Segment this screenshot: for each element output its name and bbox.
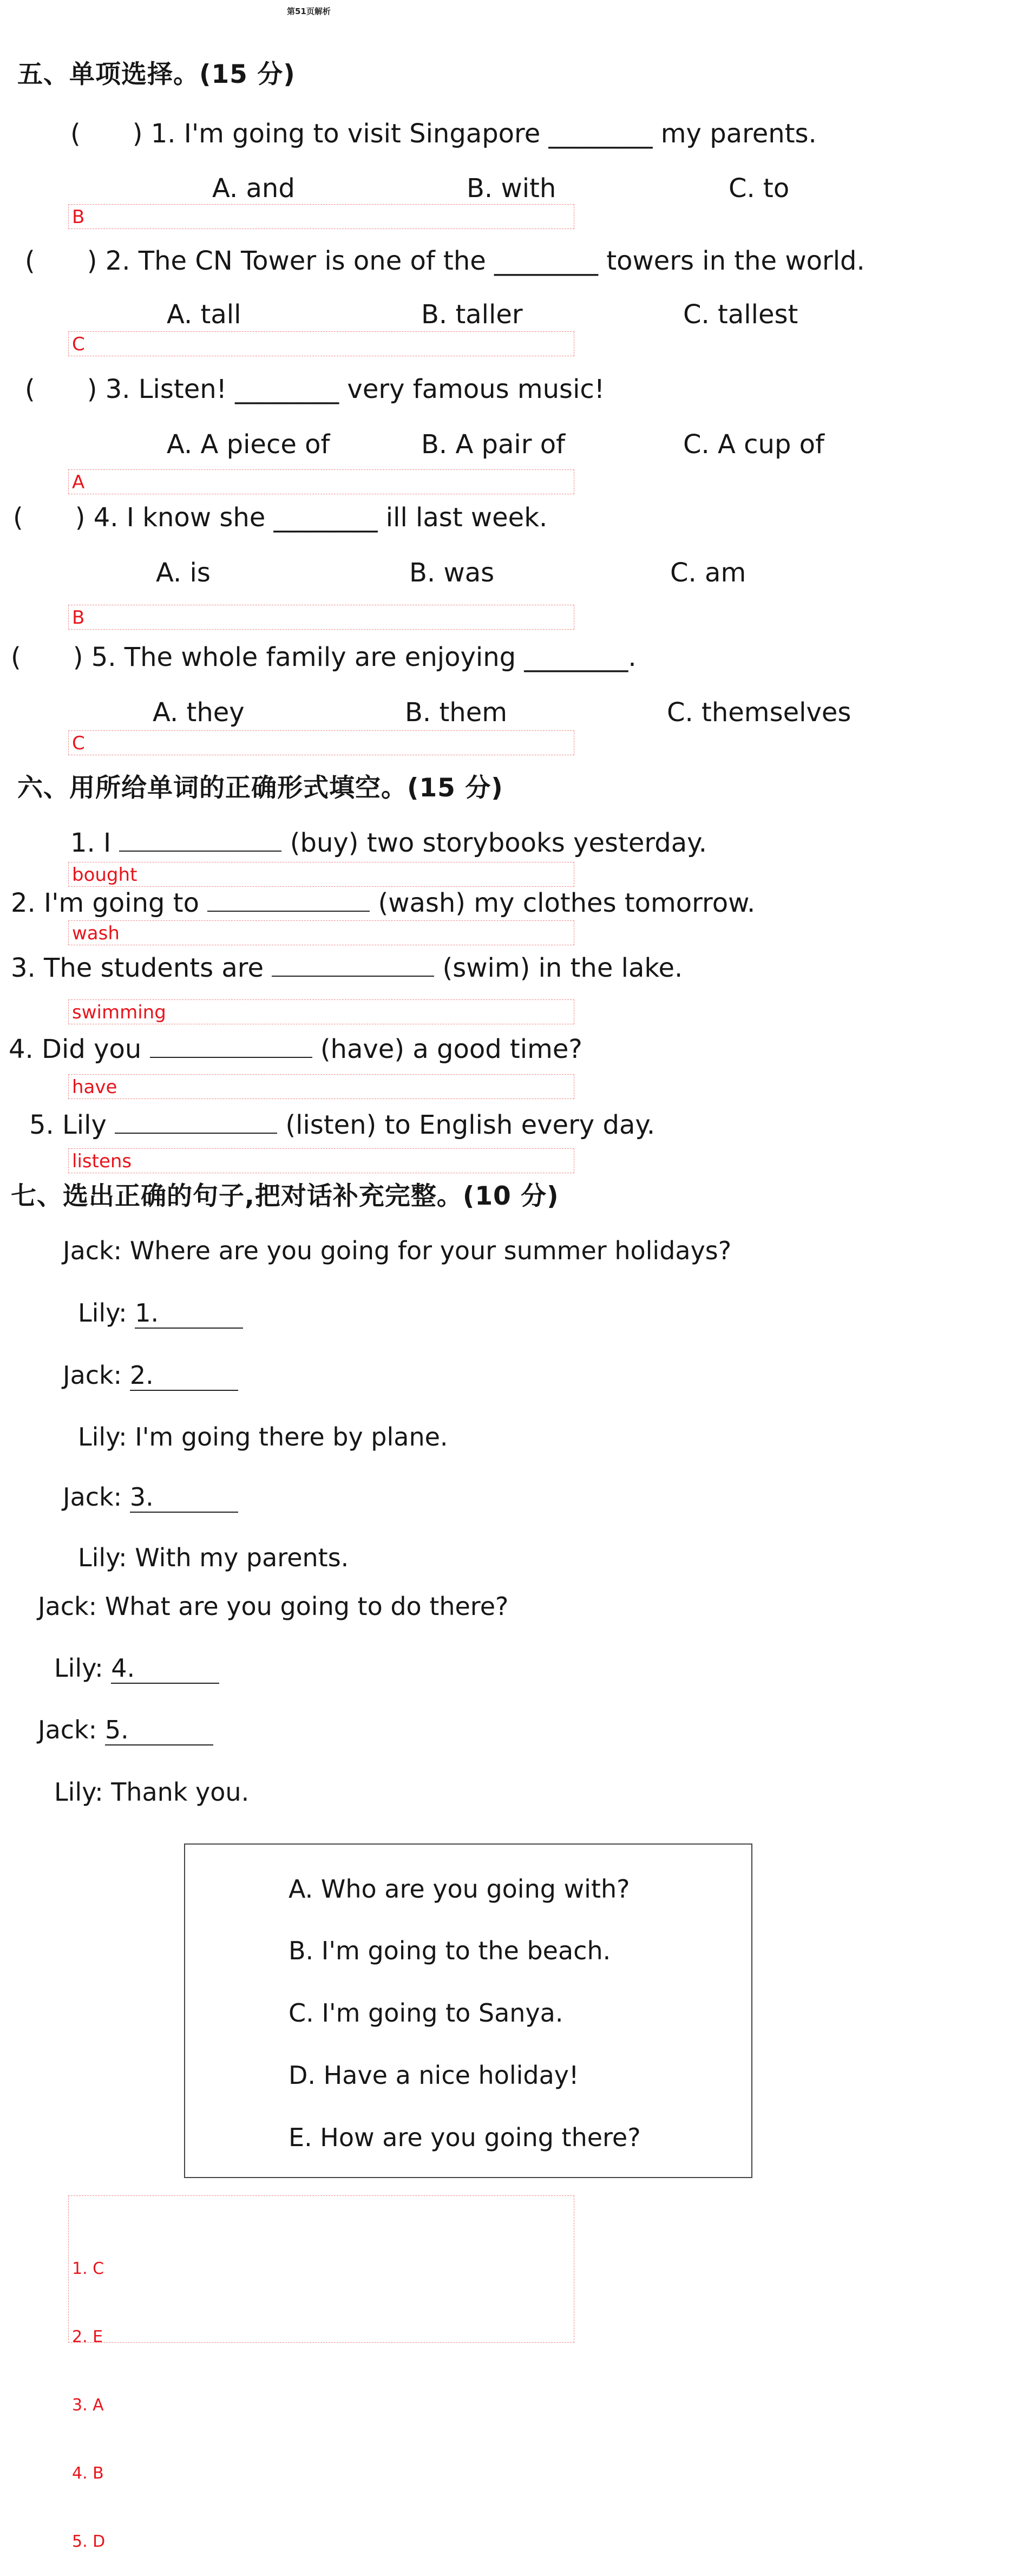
dialogue-line-8 [54, 1653, 219, 1684]
sentence-option-a: A. Who are you going with? [289, 1874, 630, 1904]
dialogue-blank: 3. [130, 1482, 238, 1513]
question-1 [70, 113, 817, 150]
answer-line-2: 2. E [72, 2327, 103, 2346]
page-header: 第51页解析 [287, 6, 331, 16]
q5-option-c: C. themselves [667, 697, 851, 728]
q4-option-c: C. am [670, 558, 746, 588]
fill-suffix: my clothes tomorrow. [474, 888, 756, 918]
fill-3-answer: swimming [68, 999, 574, 1024]
question-number: 4. [93, 502, 119, 533]
q3-option-b: B. A pair of [421, 429, 566, 460]
dialogue-line-5 [63, 1482, 238, 1513]
question-number: 3. [105, 374, 130, 404]
speaker: Jack: [38, 1715, 97, 1744]
fill-item-2 [11, 887, 755, 918]
speaker: Lily: [54, 1777, 103, 1807]
q2-option-c: C. tallest [683, 299, 798, 330]
fill-5-answer: listens [68, 1148, 574, 1173]
question-number: 2. [105, 246, 130, 276]
speaker: Jack: [63, 1482, 122, 1512]
speaker: Lily: [54, 1653, 103, 1683]
dialogue-line-10 [54, 1777, 249, 1807]
q1-option-b: B. with [467, 173, 556, 204]
sentence-option-c: C. I'm going to Sanya. [289, 1998, 563, 2028]
question-text: I'm going to visit Singapore ________ my parents. [183, 119, 817, 149]
q3-answer: A [68, 469, 574, 494]
question-3 [25, 368, 605, 406]
section-7-heading: 七、选出正确的句子,把对话补充完整。(10 分) [11, 1181, 559, 1211]
q5-option-a: A. they [153, 697, 245, 728]
dialogue-text: I'm going there by plane. [135, 1422, 448, 1452]
fill-prefix: 3. The students are [11, 953, 264, 983]
answer-line-3: 3. A [72, 2396, 104, 2415]
fill-item-4 [9, 1033, 582, 1064]
sentence-option-d: D. Have a nice holiday! [289, 2061, 579, 2090]
q4-option-b: B. was [409, 558, 495, 588]
question-text: I know she ________ ill last week. [126, 502, 548, 533]
fill-suffix: in the lake. [538, 953, 683, 983]
fill-2-answer: wash [68, 920, 574, 945]
fill-hint: (swim) [442, 953, 530, 983]
fill-hint: (have) [320, 1034, 405, 1064]
speaker: Lily: [78, 1298, 127, 1328]
fill-suffix: a good time? [412, 1034, 582, 1064]
speaker: Lily: [78, 1422, 127, 1452]
dialogue-text: Thank you. [111, 1777, 250, 1807]
fill-item-3 [11, 952, 683, 983]
fill-4-answer: have [68, 1074, 574, 1099]
speaker: Lily: [78, 1543, 127, 1572]
speaker: Jack: [63, 1361, 122, 1390]
q1-option-a: A. and [212, 173, 295, 204]
answer-line-4: 4. B [72, 2464, 104, 2483]
fill-blank [150, 1033, 312, 1058]
dialogue-text: What are you going to do there? [104, 1592, 509, 1621]
fill-blank [207, 887, 370, 912]
fill-suffix: two storybooks yesterday. [366, 828, 707, 858]
dialogue-line-6 [78, 1543, 349, 1572]
section-5-heading: 五、单项选择。(15 分) [17, 60, 296, 89]
fill-hint: (buy) [290, 828, 359, 858]
dialogue-line-3 [63, 1361, 238, 1391]
question-2 [25, 240, 865, 277]
fill-prefix: 1. I [70, 828, 112, 858]
question-text: Listen! ________ very famous music! [138, 374, 605, 404]
question-number: 1. [150, 119, 176, 149]
speaker: Jack: [38, 1592, 97, 1621]
question-text: The whole family are enjoying ________. [124, 642, 637, 672]
section-6-heading: 六、用所给单词的正确形式填空。(15 分) [17, 773, 503, 803]
q2-answer: C [68, 331, 574, 356]
dialogue-blank: 2. [130, 1361, 238, 1391]
fill-prefix: 2. I'm going to [11, 888, 199, 918]
answer-paren: ( ) [25, 374, 97, 404]
dialogue-blank: 5. [105, 1715, 213, 1745]
dialogue-line-9 [38, 1715, 213, 1745]
q3-option-c: C. A cup of [683, 429, 824, 460]
dialogue-line-1 [63, 1236, 731, 1265]
sentence-option-e: E. How are you going there? [289, 2123, 641, 2152]
fill-item-1 [70, 827, 707, 858]
answer-line-1: 1. C [72, 2259, 104, 2278]
answer-paren: ( ) [70, 119, 143, 149]
dialogue-line-7 [38, 1592, 508, 1621]
fill-blank [115, 1109, 277, 1134]
dialogue-blank: 4. [111, 1653, 219, 1684]
q5-answer: C [68, 730, 574, 755]
dialogue-text: Where are you going for your summer holidays? [129, 1236, 732, 1265]
q1-option-c: C. to [729, 173, 790, 204]
q5-option-b: B. them [405, 697, 507, 728]
q3-option-a: A. A piece of [167, 429, 330, 460]
dialogue-text: With my parents. [135, 1543, 349, 1572]
dialogue-line-2 [78, 1298, 243, 1329]
q4-option-a: A. is [156, 558, 211, 588]
question-4 [13, 496, 547, 534]
answer-paren: ( ) [13, 502, 86, 533]
dialogue-line-4 [78, 1422, 448, 1452]
q2-option-b: B. taller [421, 299, 523, 330]
fill-hint: (listen) [285, 1110, 377, 1140]
sentence-option-b: B. I'm going to the beach. [289, 1936, 611, 1965]
q2-option-a: A. tall [167, 299, 241, 330]
section-7-answers [68, 2195, 574, 2551]
answer-paren: ( ) [25, 246, 97, 276]
dialogue-blank: 1. [135, 1298, 243, 1329]
fill-prefix: 4. Did you [9, 1034, 142, 1064]
fill-suffix: to English every day. [384, 1110, 656, 1140]
fill-prefix: 5. Lily [29, 1110, 107, 1140]
fill-blank [272, 952, 434, 977]
question-text: The CN Tower is one of the ________ towers in the world. [138, 246, 865, 276]
speaker: Jack: [63, 1236, 122, 1265]
fill-item-5 [29, 1109, 655, 1140]
question-number: 5. [91, 642, 116, 672]
answer-line-5: 5. D [72, 2532, 106, 2551]
fill-blank [119, 827, 281, 852]
q4-answer: B [68, 605, 574, 630]
question-5 [11, 636, 637, 674]
fill-1-answer: bought [68, 862, 574, 887]
answer-paren: ( ) [11, 642, 83, 672]
q1-answer: B [68, 204, 574, 229]
fill-hint: (wash) [378, 888, 466, 918]
